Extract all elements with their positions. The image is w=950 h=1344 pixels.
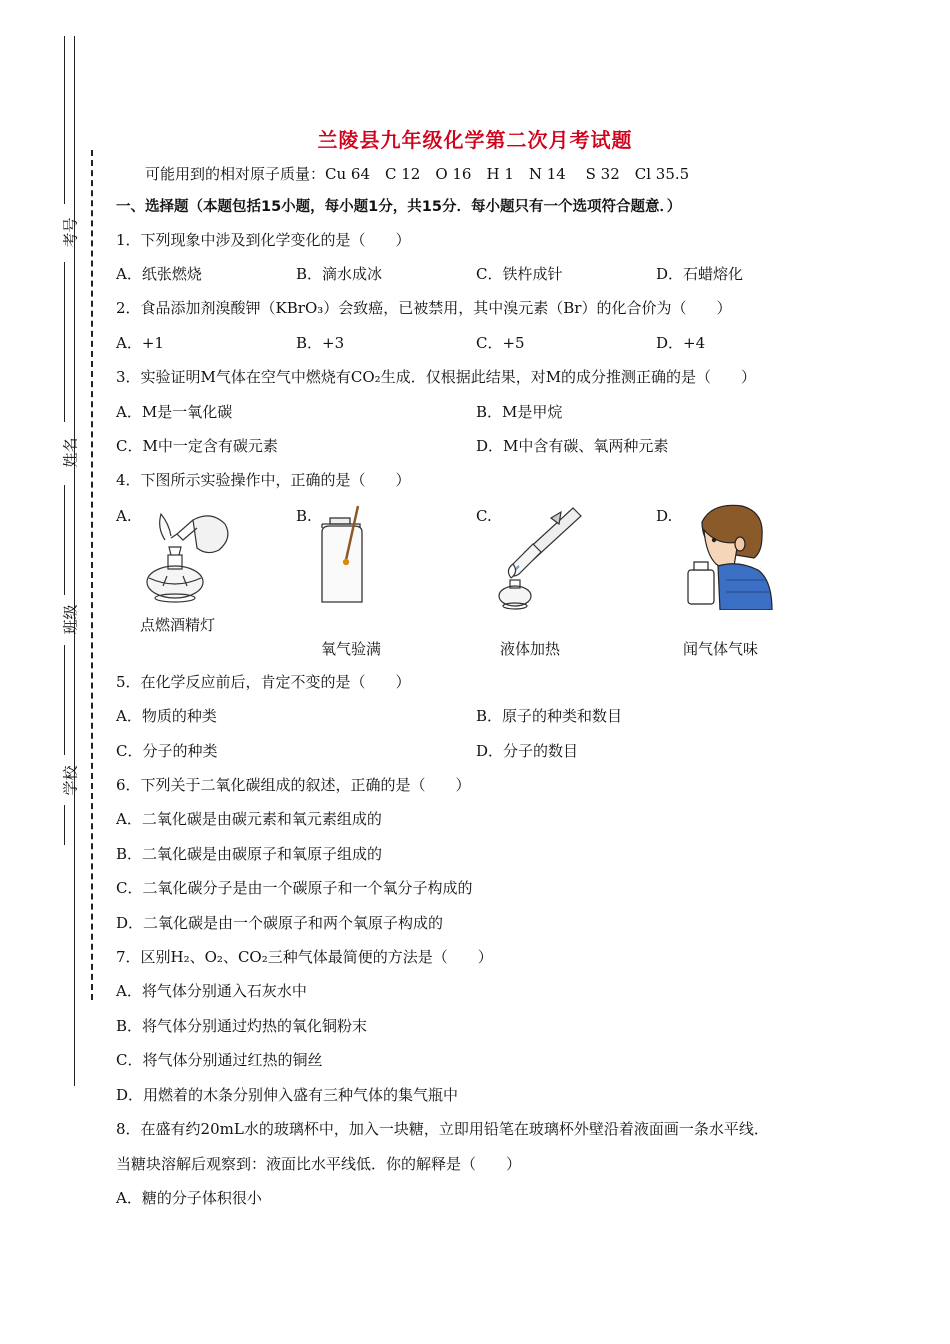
q2-option-b: B．+3 (296, 334, 345, 352)
q1-stem: 1．下列现象中涉及到化学变化的是（ ） (116, 231, 411, 249)
kaohao-line (64, 36, 65, 204)
q4-option-a: A. (116, 507, 132, 525)
q3-option-c: C．M中一定含有碳元素 (116, 437, 278, 455)
q6-option-d: D．二氧化碳是由一个碳原子和两个氧原子构成的 (116, 914, 444, 932)
q4-caption-a: 点燃酒精灯 (140, 616, 216, 634)
q6-option-c: C．二氧化碳分子是由一个碳原子和一个氧分子构成的 (116, 879, 473, 897)
q8-stem-line1: 8．在盛有约20mL水的玻璃杯中，加入一块糖，立即用铅笔在玻璃杯外壁沿着液面画一条水平线． (116, 1120, 769, 1138)
margin-solid-line (74, 36, 75, 1086)
section-heading: 一、选择题（本题包括15小题，每小题1分，共15分．每小题只有一个选项符合题意．） (116, 199, 682, 215)
banji-label: 班级 (61, 604, 80, 635)
q7-option-a: A．将气体分别通入石灰水中 (116, 982, 307, 1000)
q7-option-d: D．用燃着的木条分别伸入盛有三种气体的集气瓶中 (116, 1086, 459, 1104)
q2-stem: 2．食品添加剂溴酸钾（KBrO₃）会致癌，已被禁用，其中溴元素（Br）的化合价为（ ） (116, 299, 732, 317)
q2-option-a: A．+1 (116, 334, 164, 352)
q4-option-b: B. (296, 507, 312, 525)
q4-caption-c: 液体加热 (500, 640, 561, 658)
oxygen-test-figure (318, 500, 378, 608)
q7-option-b: B．将气体分别通过灼热的氧化铜粉末 (116, 1017, 368, 1035)
xuexiao-line-lower (64, 805, 65, 845)
q5-stem: 5．在化学反应前后，肯定不变的是（ ） (116, 673, 411, 691)
q7-option-c: C．将气体分别通过红热的铜丝 (116, 1051, 323, 1069)
q3-option-b: B．M是甲烷 (476, 403, 563, 421)
xuexiao-label: 学校 (61, 765, 80, 796)
exam-title: 兰陵县九年级化学第二次月考试题 (317, 128, 633, 152)
atomic-mass-note: 可能用到的相对原子质量：Cu 64 C 12 O 16 H 1 N 14 S 32 Cl 35.5 (145, 165, 690, 183)
q4-option-d: D. (656, 507, 673, 525)
q3-stem: 3．实验证明M气体在空气中燃烧有CO₂生成．仅根据此结果，对M的成分推测正确的是（ ） (116, 368, 757, 386)
q5-option-b: B．原子的种类和数目 (476, 707, 623, 725)
alcohol-lamp-lighting-figure (135, 500, 245, 608)
q4-caption-b: 氧气验满 (321, 640, 382, 658)
kaohao-label: 考号 (61, 217, 80, 248)
q8-stem-line2: 当糖块溶解后观察到：液面比水平线低．你的解释是（ ） (116, 1155, 522, 1173)
margin-cut-line (91, 150, 93, 1000)
liquid-heating-figure (495, 502, 595, 614)
q4-caption-d: 闻气体气味 (683, 640, 759, 658)
q6-option-a: A．二氧化碳是由碳元素和氧元素组成的 (116, 810, 382, 828)
q1-option-d: D．石蜡熔化 (656, 265, 744, 283)
q5-option-a: A．物质的种类 (116, 707, 217, 725)
q5-option-d: D．分子的数目 (476, 742, 579, 760)
q5-option-c: C．分子的种类 (116, 742, 218, 760)
xingming-line (64, 262, 65, 422)
q1-option-c: C．铁杵成针 (476, 265, 563, 283)
q3-option-d: D．M中含有碳、氧两种元素 (476, 437, 669, 455)
q3-option-a: A．M是一氧化碳 (116, 403, 233, 421)
q2-option-c: C．+5 (476, 334, 525, 352)
q6-option-b: B．二氧化碳是由碳原子和氧原子组成的 (116, 845, 383, 863)
xingming-label: 姓名 (61, 437, 80, 468)
q6-stem: 6．下列关于二氧化碳组成的叙述，正确的是（ ） (116, 776, 471, 794)
q4-stem: 4．下图所示实验操作中，正确的是（ ） (116, 471, 411, 489)
banji-line (64, 485, 65, 595)
q1-option-b: B．滴水成冰 (296, 265, 383, 283)
q8-option-a: A．糖的分子体积很小 (116, 1189, 262, 1207)
q2-option-d: D．+4 (656, 334, 706, 352)
xuexiao-line (64, 645, 65, 755)
q1-option-a: A．纸张燃烧 (116, 265, 202, 283)
smelling-gas-figure (682, 500, 774, 610)
q4-option-c: C. (476, 507, 492, 525)
q7-stem: 7．区别H₂、O₂、CO₂三种气体最简便的方法是（ ） (116, 948, 493, 966)
